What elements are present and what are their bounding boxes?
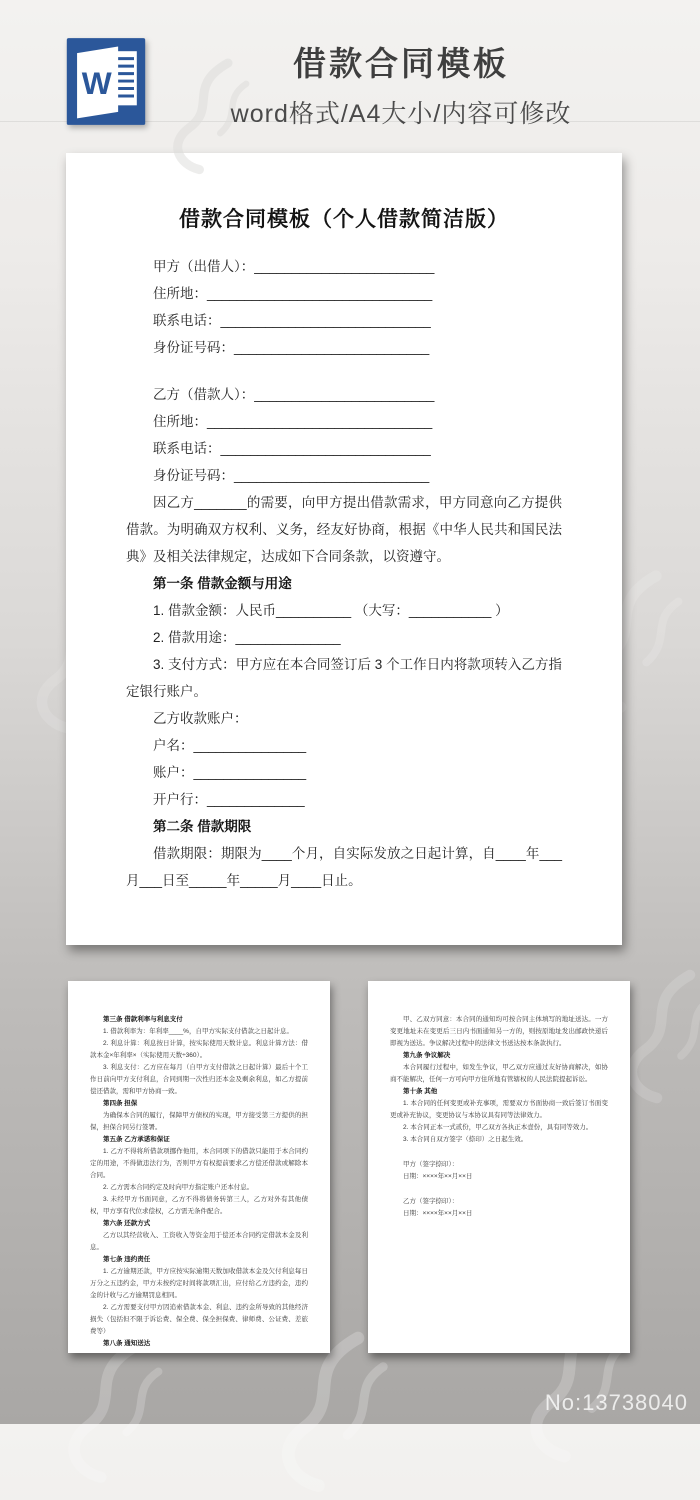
paragraph: 乙方以其经营收入、工资收入等资金用于偿还本合同约定借款本金及利息。 [90,1232,308,1251]
header-text [158,38,644,130]
template-subtitle: word格式/A4大小/内容可修改 [230,100,572,128]
paragraph: 甲方（出借人）：________________________ [153,259,435,274]
paragraph: 2. 乙方需要支付甲方因追索借款本金、利息、违约金所导致的其他经济损失（包括但不限于诉讼费、保全费、保全担保费、律师费、公证费、差旅费等） [90,1304,308,1335]
paragraph: 1. 本合同的任何变更或补充事项，需要双方书面协商一致后签订书面变更或补充协议，变更协议与本协议具有同等法律效力。 [390,1100,608,1119]
word-icon-letter: W [81,65,112,102]
paragraph: 3. 利息支付：乙方应在每月（自甲方支付借款之日起计算）最后十个工作日前向甲方支付利息，合同到期一次性归还本金及剩余利息，如乙方提前偿还借款，需和甲方协商一致。 [90,1064,308,1095]
clause-heading: 第八条 通知送达 [103,1340,151,1347]
clause-heading: 第四条 担保 [103,1100,138,1107]
paragraph: 1. 乙方不得将所借款项挪作他用，本合同项下的借款只能用于本合同约定的用途，不得做违法行为，否则甲方有权提前要求乙方偿还借款或解除本合同。 [90,1148,308,1179]
contract-body-page-2 [90,1014,308,1350]
clause-heading: 第七条 违约责任 [103,1256,151,1263]
paragraph: 联系电话：____________________________ [153,441,431,456]
clause-heading: 第十条 其他 [403,1088,438,1095]
paragraph: 乙方收款账户： [153,711,248,726]
paragraph: 2. 乙方需本合同约定及时向甲方指定账户还本付息。 [103,1184,254,1191]
paragraph: 住所地：______________________________ [153,286,433,301]
clause-heading: 第三条 借款利率与利息支付 [103,1016,183,1023]
clause-heading: 第六条 还款方式 [103,1220,151,1227]
paragraph: 1. 借款金额：人民币__________ （大写：___________ ） [153,603,509,618]
clause-heading: 第二条 借款期限 [153,819,252,834]
paragraph: 3. 未经甲方书面同意，乙方不得将债务转第三人，乙方对外有其他债权，甲方享有代位求偿权，乙方需无条件配合。 [90,1196,308,1215]
document-preview-page-2 [68,981,330,1353]
paragraph: 日期：××××年××月××日 [403,1210,473,1217]
paragraph: 户名：_______________ [153,738,307,753]
paragraph: 3. 支付方式：甲方应在本合同签订后 3 个工作日内将款项转入乙方指定银行账户。 [126,657,562,699]
serial-number: No:13738040 [544,1390,688,1415]
paragraph: 2. 本合同正本一式贰份，甲乙双方各执正本壹份，具有同等效力。 [403,1124,593,1131]
preview-header [0,0,700,128]
document-preview-page-3 [368,981,630,1353]
paragraph: 1. 借款利率为：年利率____%，自甲方实际支付借款之日起计息。 [103,1028,293,1035]
paragraph: 开户行：_____________ [153,792,305,807]
paragraph: 3. 本合同自双方签字（捺印）之日起生效。 [403,1136,528,1143]
document-preview-page-1 [66,153,622,945]
paragraph: 联系电话：____________________________ [153,313,431,328]
paragraph: 甲、乙双方同意：本合同的通知均可按合同主体填写的地址送达。一方变更地址未在变更后三日内书面通知另一方的，则按原地址发出邮政快递后即视为送达。争议解决过程中的法律文书送达按本条款执行。 [390,1016,608,1047]
clause-heading: 第一条 借款金额与用途 [153,576,292,591]
paragraph: 为确保本合同的履行，保障甲方债权的实现，甲方接受第三方提供的担保，担保合同另行签署。 [90,1112,308,1131]
paragraph: 借款期限：期限为____个月，自实际发放之日起计算，自____年___月___日至_____年_____月____日止。 [126,846,562,888]
paragraph: 乙方（签字捺印）： [403,1198,459,1205]
paragraph: 身份证号码：__________________________ [153,468,430,483]
paragraph: 账户：_______________ [153,765,307,780]
paragraph: 2. 借款用途：______________ [153,630,341,645]
paragraph: 住所地：______________________________ [153,414,433,429]
paragraph: 乙方（借款人）：________________________ [153,387,435,402]
contract-body-page-1 [126,253,562,894]
paragraph: 1. 乙方逾期还款，甲方应按实际逾期天数加收借款本金及欠付利息每日万分之五违约金，甲方未按约定时间将款项汇出，应付给乙方违约金，违约金的计收与乙方逾期罚息相同。 [90,1268,308,1299]
paragraph: 身份证号码：__________________________ [153,340,430,355]
paragraph: 甲方（签字捺印）： [403,1161,459,1168]
paragraph: 本合同履行过程中，如发生争议，甲乙双方应通过友好协商解决，如协商不能解决，任何一方可向甲方住所地有管辖权的人民法院提起诉讼。 [390,1064,608,1083]
paragraph: 2. 利息计算：利息按日计算，按实际使用天数计息。利息计算方法：借款本金×年利率×（实际使用天数÷360）。 [90,1040,308,1059]
paragraph: 日期：××××年××月××日 [403,1173,473,1180]
contract-title: 借款合同模板（个人借款简洁版） [179,208,509,231]
paragraph: 因乙方_______的需要，向甲方提出借款需求，甲方同意向乙方提供借款。为明确双方权利、义务，经友好协商，根据《中华人民共和国民法典》及相关法律规定，达成如下合同条款，以资遵守。 [126,495,562,564]
watermark-logo [40,1330,200,1490]
template-title: 借款合同模板 [293,45,509,82]
clause-heading: 第九条 争议解决 [403,1052,451,1059]
clause-heading: 第五条 乙方承诺和保证 [103,1136,170,1143]
contract-body-page-3 [390,1014,608,1220]
word-icon [64,36,148,128]
